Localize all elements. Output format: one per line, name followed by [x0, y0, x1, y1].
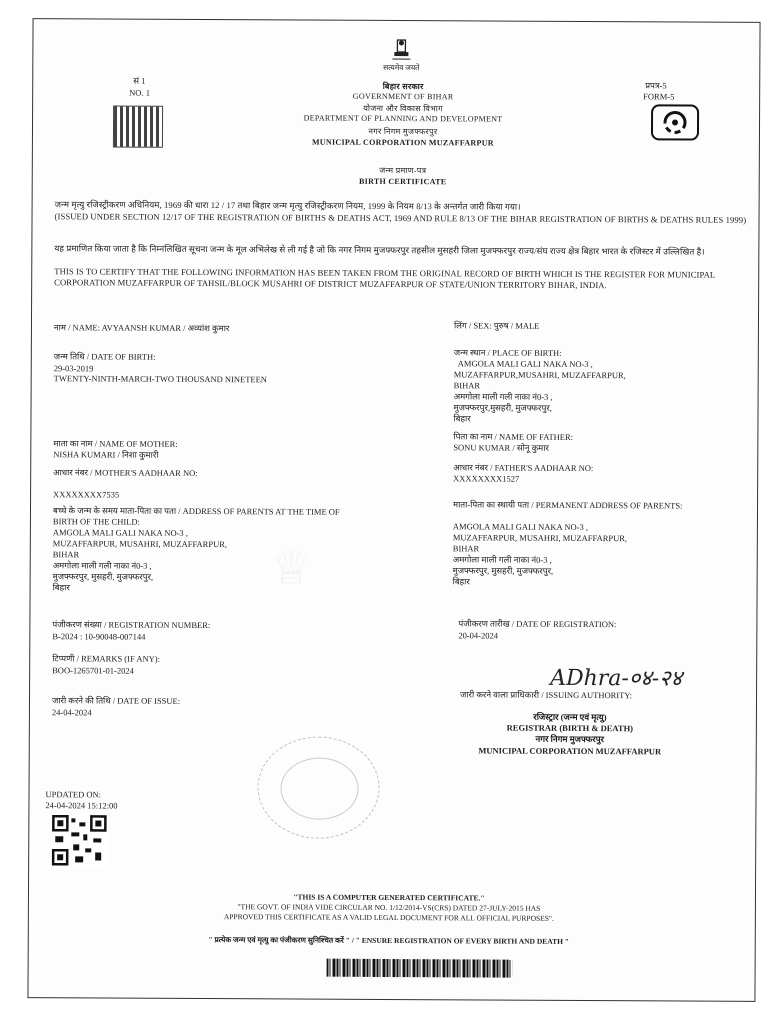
background-watermark: ♕ [270, 542, 313, 594]
addr-birth-hi-2: मुजफ्फरपुर, मुसहरी, मुजफ्फरपुर, [52, 571, 154, 582]
sex-row [454, 320, 539, 331]
addr-birth-en-1: AMGOLA MALI GALI NAKA NO-3 , [52, 527, 188, 538]
issued-under-hi: जन्म मृत्यु रजिस्ट्रीकरण अधिनियम, 1969 की धारा 12 / 17 तथा बिहार जन्म मृत्यु रजिस्ट्रीकरण नियम, 1999 के नियम 8/13 के अन्तर्गत जारी किया गया। [54, 199, 521, 212]
registrar-corp-en: MUNICIPAL CORPORATION MUZAFFARPUR [478, 745, 662, 757]
issued-under-en: (ISSUED UNDER SECTION 12/17 OF THE REGISTRATION OF BIRTHS & DEATHS ACT, 1969 AND RULE 8/13 OF THE BIHAR REGISTRATION OF BIRTHS & DEATHS RULES 1999) [54, 211, 747, 225]
gov-en: GOVERNMENT OF BIHAR [352, 91, 454, 102]
addr-birth-en-2: MUZAFFARPUR, MUSAHRI, MUZAFFARPUR, [52, 538, 228, 550]
bottom-qr-code [51, 814, 107, 866]
issue-date-value: 24-04-2024 [51, 707, 92, 718]
addr-birth-label-1: बच्चे के जन्म के समय माता-पिता का पता / ADDRESS OF PARENTS AT THE TIME OF [52, 505, 340, 517]
father-aadhaar-value: XXXXXXXX1527 [453, 473, 520, 484]
form-no-en: FORM-5 [643, 91, 675, 102]
updated-on-value: 24-04-2024 15:12:00 [45, 800, 118, 811]
perm-addr-label: माता-पिता का स्थायी पता / PERMANENT ADDRESS OF PARENTS: [453, 499, 683, 511]
reg-no-value: B-2024 : 10-90048-007144 [52, 631, 146, 642]
mother-value: NISHA KUMARI / निशा कुमारी [53, 449, 159, 460]
corp-en: MUNICIPAL CORPORATION MUZAFFARPUR [311, 137, 494, 148]
dob-label: जन्म तिथि / DATE OF BIRTH: [53, 351, 156, 362]
addr-birth-hi-1: अमगोला माली गली नाका नं0-3 , [52, 560, 152, 571]
issue-date-label: जारी करने की तिथि / DATE OF ISSUE: [51, 695, 181, 706]
registrar-corp-hi: नगर निगम मुजफ्फरपुर [535, 733, 605, 745]
reg-no-label: पंजीकरण संख्या / REGISTRATION NUMBER: [52, 619, 211, 631]
pob-hi-1: अमगोला माली गली नाका नं0-3 , [453, 391, 553, 402]
perm-en-3: BIHAR [452, 543, 480, 554]
addr-birth-hi-3: बिहार [52, 582, 70, 593]
sex-value: पुरुष / MALE [493, 320, 540, 331]
corp-hi: नगर निगम मुजफ्फरपुर [368, 126, 438, 137]
dept-hi: योजना और विकास विभाग [363, 103, 443, 114]
name-value: AVYAANSH KUMAR / अव्यांश कुमार [101, 322, 230, 334]
barcode [327, 959, 513, 978]
pob-en-2: MUZAFFARPUR,MUSAHRI, MUZAFFARPUR, [453, 369, 626, 381]
swachh-logo-icon [651, 104, 699, 140]
national-emblem-icon [388, 37, 414, 63]
perm-hi-3: बिहार [452, 576, 470, 587]
perm-en-2: MUZAFFARPUR, MUSAHRI, MUZAFFARPUR, [452, 532, 628, 544]
father-aadhaar-label: आधार नंबर / FATHER'S AADHAAR NO: [453, 462, 594, 474]
footer-line-4: " प्रत्येक जन्म एवं मृत्यु का पंजीकरण सुनिश्चित करें " / " ENSURE REGISTRATION OF EVERY BIRTH AND DEATH " [208, 935, 570, 946]
footer-line-1: "THIS IS A COMPUTER GENERATED CERTIFICATE." [293, 892, 485, 903]
registrar-en: REGISTRAR (BIRTH & DEATH) [506, 722, 634, 734]
form-no-hi: प्रपत्र-5 [645, 80, 667, 91]
dob-words: TWENTY-NINTH-MARCH-TWO THOUSAND NINETEEN [53, 373, 267, 385]
emblem-caption: सत्यमेव जयते [383, 62, 420, 73]
reg-date-value: 20-04-2024 [458, 630, 499, 641]
dept-en: DEPARTMENT OF PLANNING AND DEVELOPMENT [303, 113, 503, 124]
serial-no-en: NO. 1 [129, 87, 150, 98]
top-qr-code [113, 106, 163, 148]
pob-en-1: AMGOLA MALI GALI NAKA NO-3 , [457, 358, 593, 370]
footer-line-3: APPROVED THIS CERTIFICATE AS A VALID LEGAL DOCUMENT FOR ALL OFFICIAL PURPOSES". [223, 912, 554, 923]
updated-on-label: UPDATED ON: [45, 789, 102, 800]
sex-label: लिंग / SEX: [453, 320, 492, 331]
certify-hi: यह प्रमाणित किया जाता है कि निम्नलिखित सूचना जन्म के मूल अभिलेख से ली गई है जो कि नगर निगम मुजफ्फरपुर तहसील मुसहरी जिला मुजफ्फरपुर राज्य/संघ राज्य क्षेत्र बिहार भारत के रजिस्टर में उल्लिखित है। [54, 243, 705, 257]
father-label: पिता का नाम / NAME OF FATHER: [453, 431, 574, 442]
registrar-signature: ADhra-०४-२४ [550, 665, 683, 692]
pob-en-3: BIHAR [453, 380, 481, 391]
gov-hi: बिहार सरकार [382, 81, 424, 92]
mother-aadhaar-label: आधार नंबर / MOTHER'S AADHAAR NO: [53, 467, 198, 478]
footer-line-2: "THE GOVT. OF INDIA VIDE CIRCULAR NO. 1/12/2014-VS(CRS) DATED 27-JULY-2015 HAS [237, 902, 541, 913]
reg-date-label: पंजीकरण तारीख / DATE OF REGISTRATION: [458, 618, 617, 630]
addr-birth-label-2: BIRTH OF THE CHILD: [52, 516, 140, 527]
name-label: नाम / NAME: [53, 322, 100, 333]
remarks-label: टिप्पणी / REMARKS (IF ANY): [52, 653, 161, 664]
issuing-authority-label: जारी करने वाला प्राधिकारी / ISSUING AUTHORITY: [460, 689, 633, 701]
perm-hi-1: अमगोला माली गली नाका नं0-3 , [452, 554, 552, 565]
name-row [54, 322, 229, 334]
cert-title-en: BIRTH CERTIFICATE [359, 176, 447, 187]
certificate-sheet [27, 18, 760, 1002]
perm-hi-2: मुजफ्फरपुर, मुसहरी, मुजफ्फरपुर, [452, 565, 554, 576]
pob-label: जन्म स्थान / PLACE OF BIRTH: [453, 347, 562, 358]
official-seal-stamp [257, 736, 380, 839]
serial-no-hi: सं 1 [133, 75, 146, 86]
certify-en: THIS IS TO CERTIFY THAT THE FOLLOWING INFORMATION HAS BEEN TAKEN FROM THE ORIGINAL RECORD OF BIRTH WHICH IS THE REGISTER FOR MUNICIPAL CORPORATION MUZAFFARPUR OF TAHSIL/BLOCK MUSAHRI OF DISTRICT MUZAFFARPUR OF STATE/UNION TERRITORY BIHAR, INDIA. [54, 266, 715, 290]
mother-label: माता का नाम / NAME OF MOTHER: [53, 438, 178, 449]
cert-title-hi: जन्म प्रमाण-पत्र [379, 165, 427, 176]
registrar-hi: रजिस्ट्रार (जन्म एवं मृत्यु) [533, 711, 607, 723]
addr-birth-en-3: BIHAR [52, 549, 80, 560]
remarks-value: BOO-1265701-01-2024 [52, 665, 134, 676]
father-value: SONU KUMAR / सोनू कुमार [453, 442, 549, 453]
pob-hi-3: बिहार [453, 413, 471, 424]
dob-value: 29-03-2019 [53, 363, 94, 374]
perm-en-1: AMGOLA MALI GALI NAKA NO-3 , [452, 521, 588, 533]
pob-hi-2: मुजफ्फरपुर,मुसहरी, मुजफ्फरपुर, [453, 402, 552, 413]
mother-aadhaar-value: XXXXXXXX7535 [53, 489, 120, 500]
